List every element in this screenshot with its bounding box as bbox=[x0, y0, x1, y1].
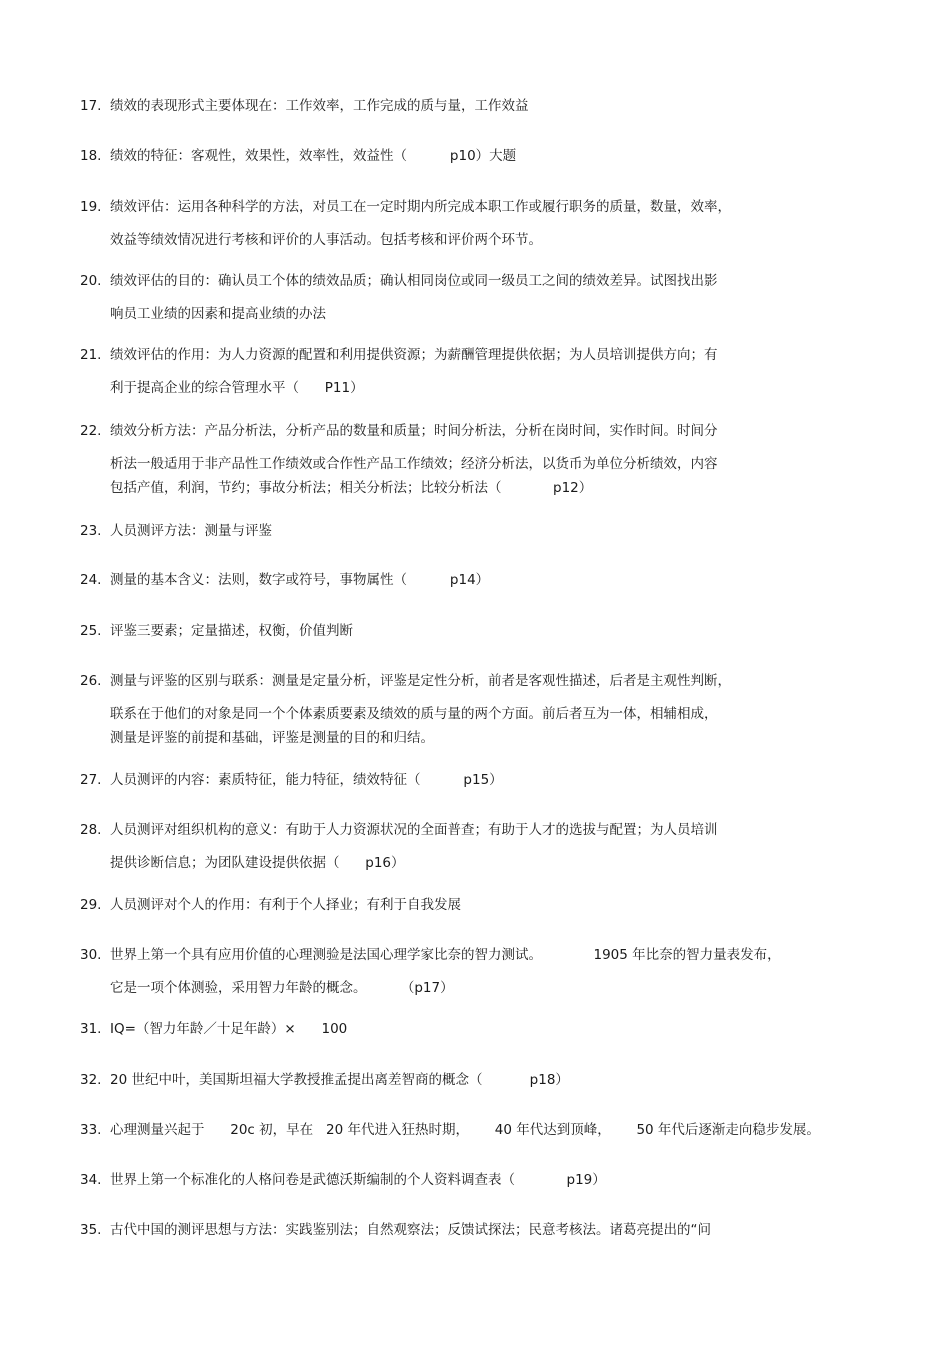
item-number: 17. bbox=[80, 98, 102, 114]
item-number: 34. bbox=[80, 1172, 102, 1188]
item-text-line: 效益等绩效情况进行考核和评价的人事活动。包括考核和评价两个环节。 bbox=[110, 232, 542, 248]
item-number: 30. bbox=[80, 947, 102, 963]
item-number: 29. bbox=[80, 897, 102, 913]
item-number: 33. bbox=[80, 1122, 102, 1138]
item-text-line: 响员工业绩的因素和提高业绩的办法 bbox=[110, 306, 326, 322]
item-text-line: 世界上第一个具有应用价值的心理测验是法国心理学家比奈的智力测试。 1905 年比奈的智力量表发布， bbox=[110, 947, 781, 963]
item-text-line: 人员测评对个人的作用：有利于个人择业；有利于自我发展 bbox=[110, 897, 461, 913]
item-text-line: 测量是评鉴的前提和基础，评鉴是测量的目的和归结。 bbox=[110, 730, 434, 746]
item-number: 26. bbox=[80, 673, 102, 689]
item-number: 28. bbox=[80, 822, 102, 838]
item-text-line: 世界上第一个标准化的人格问卷是武德沃斯编制的个人资料调查表（ p19） bbox=[110, 1172, 606, 1188]
item-number: 18. bbox=[80, 148, 102, 164]
item-text-line: 测量的基本含义：法则，数字或符号，事物属性（ p14） bbox=[110, 572, 490, 588]
item-number: 27. bbox=[80, 772, 102, 788]
item-number: 24. bbox=[80, 572, 102, 588]
item-text-line: 20 世纪中叶，美国斯坦福大学教授推孟提出离差智商的概念（ p18） bbox=[110, 1072, 569, 1088]
item-text-line: 绩效评估：运用各种科学的方法，对员工在一定时期内所完成本职工作或履行职务的质量，数量，效率， bbox=[110, 199, 731, 215]
item-text-line: 利于提高企业的综合管理水平（ P11） bbox=[110, 380, 364, 396]
item-text-line: 人员测评方法：测量与评鉴 bbox=[110, 523, 272, 539]
item-text-line: 评鉴三要素；定量描述，权衡，价值判断 bbox=[110, 623, 353, 639]
item-text-line: 绩效的特征：客观性，效果性，效率性，效益性（ p10）大题 bbox=[110, 148, 517, 164]
item-number: 31. bbox=[80, 1021, 102, 1037]
item-text-line: 提供诊断信息；为团队建设提供依据（ p16） bbox=[110, 855, 405, 871]
item-number: 19. bbox=[80, 199, 102, 215]
item-text-line: 心理测量兴起于 20c 初，早在 20 年代进入狂热时期， 40 年代达到顶峰， 50 年代后逐渐走向稳步发展。 bbox=[110, 1122, 820, 1138]
item-text-line: 古代中国的测评思想与方法：实践鉴别法；自然观察法；反馈试探法；民意考核法。诸葛亮提出的“问 bbox=[110, 1222, 711, 1238]
item-text-line: 它是一项个体测验，采用智力年龄的概念。 （p17） bbox=[110, 980, 454, 996]
item-text-line: 绩效的表现形式主要体现在：工作效率，工作完成的质与量，工作效益 bbox=[110, 98, 529, 114]
item-number: 20. bbox=[80, 273, 102, 289]
item-text-line: 测量与评鉴的区别与联系：测量是定量分析，评鉴是定性分析，前者是客观性描述，后者是主观性判断， bbox=[110, 673, 731, 689]
item-text-line: IQ=（智力年龄／十足年龄）× 100 bbox=[110, 1021, 348, 1037]
item-text-line: 析法一般适用于非产品性工作绩效或合作性产品工作绩效；经济分析法，以货币为单位分析绩效，内容 bbox=[110, 456, 718, 472]
item-text-line: 绩效分析方法：产品分析法，分析产品的数量和质量；时间分析法，分析在岗时间，实作时间。时间分 bbox=[110, 423, 718, 439]
item-text-line: 人员测评的内容：素质特征，能力特征，绩效特征（ p15） bbox=[110, 772, 503, 788]
item-text-line: 包括产值，利润，节约；事故分析法；相关分析法；比较分析法（ p12） bbox=[110, 480, 593, 496]
item-number: 35. bbox=[80, 1222, 102, 1238]
item-number: 23. bbox=[80, 523, 102, 539]
item-text-line: 联系在于他们的对象是同一个个体素质要素及绩效的质与量的两个方面。前后者互为一体，相辅相成， bbox=[110, 706, 718, 722]
item-number: 21. bbox=[80, 347, 102, 363]
item-number: 22. bbox=[80, 423, 102, 439]
item-number: 32. bbox=[80, 1072, 102, 1088]
item-text-line: 绩效评估的目的：确认员工个体的绩效品质；确认相同岗位或同一级员工之间的绩效差异。试图找出影 bbox=[110, 273, 718, 289]
item-number: 25. bbox=[80, 623, 102, 639]
item-text-line: 绩效评估的作用：为人力资源的配置和利用提供资源；为薪酬管理提供依据；为人员培训提供方向；有 bbox=[110, 347, 718, 363]
item-text-line: 人员测评对组织机构的意义：有助于人力资源状况的全面普查；有助于人才的选拔与配置；为人员培训 bbox=[110, 822, 718, 838]
